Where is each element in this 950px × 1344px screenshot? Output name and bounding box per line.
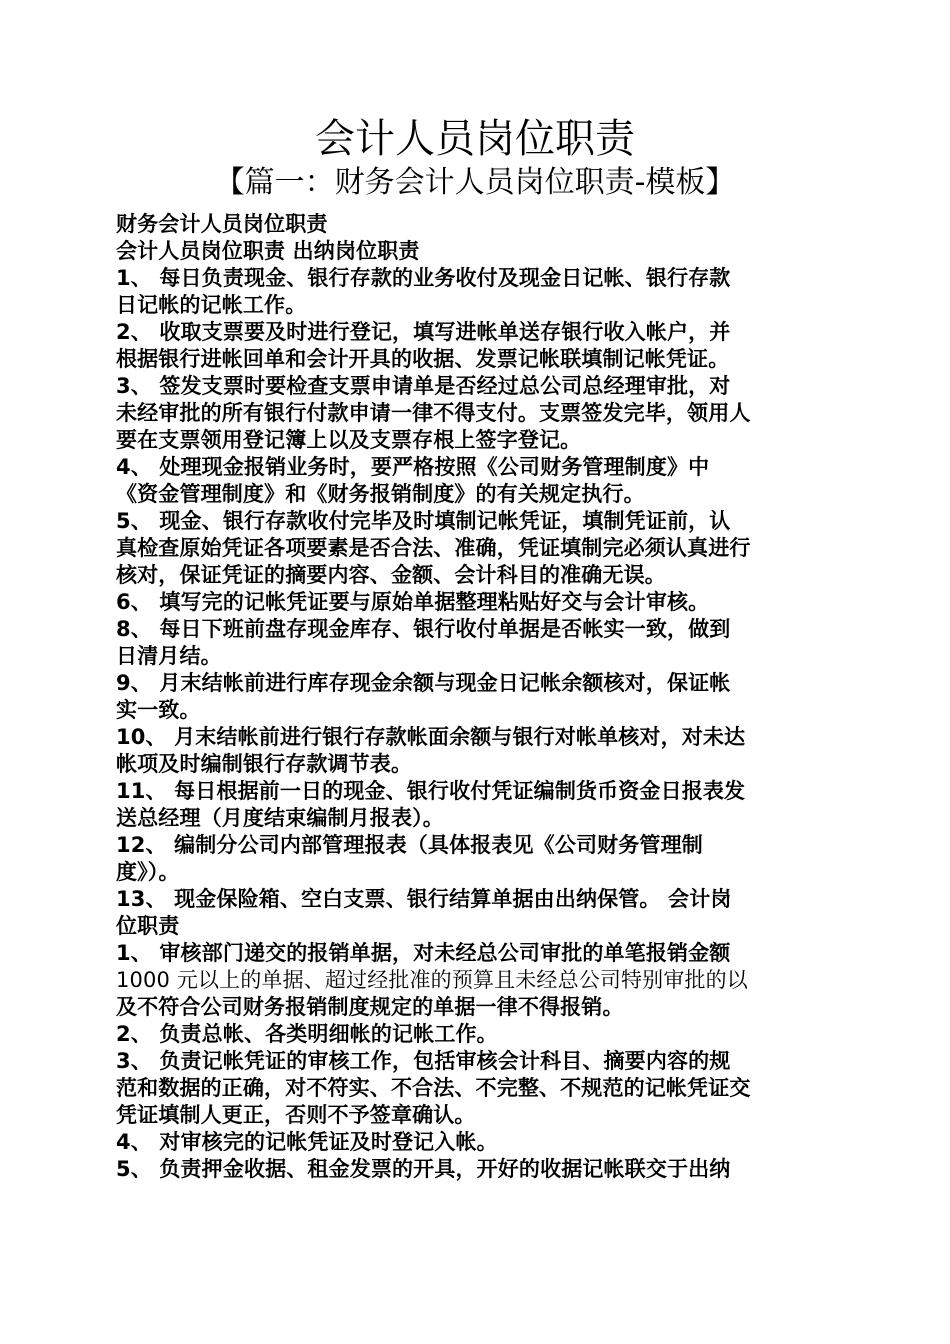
- body-line: 6、 填写完的记帐凭证要与原始单据整理粘贴好交与会计审核。: [116, 590, 710, 614]
- body-line: 10、 月末结帐前进行银行存款帐面余额与银行对帐单核对，对未达: [116, 725, 746, 749]
- body-line: 会计人员岗位职责 出纳岗位职责: [116, 239, 420, 263]
- body-line: 11、 每日根据前一日的现金、银行收付凭证编制货币资金日报表发: [116, 779, 746, 803]
- body-line: 未经审批的所有银行付款申请一律不得支付。支票签发完毕，领用人: [116, 401, 751, 425]
- document-subtitle: 【篇一：财务会计人员岗位职责-模板】: [214, 165, 736, 200]
- body-line: 日清月结。: [116, 644, 222, 668]
- body-line: 位职责: [116, 914, 180, 938]
- body-line: 9、 月末结帐前进行库存现金余额与现金日记帐余额核对，保证帐: [116, 671, 731, 695]
- body-line: 5、 现金、银行存款收付完毕及时填制记帐凭证，填制凭证前，认: [116, 509, 731, 533]
- body-line: 4、 对审核完的记帐凭证及时登记入帐。: [116, 1130, 498, 1154]
- body-line: 4、 处理现金报销业务时，要严格按照《公司财务管理制度》中: [116, 455, 710, 479]
- body-line: 5、 负责押金收据、租金发票的开具，开好的收据记帐联交于出纳: [116, 1157, 731, 1181]
- body-line: 13、 现金保险箱、空白支票、银行结算单据由出纳保管。 会计岗: [116, 887, 732, 911]
- body-line: 8、 每日下班前盘存现金库存、银行收付单据是否帐实一致，做到: [116, 617, 731, 641]
- body-line: 12、 编制分公司内部管理报表（具体报表见《公司财务管理制: [116, 833, 703, 857]
- body-line: 1、 每日负责现金、银行存款的业务收付及现金日记帐、银行存款: [116, 266, 731, 290]
- body-line: 核对，保证凭证的摘要内容、金额、会计科目的准确无误。: [116, 563, 666, 587]
- document-title: 会计人员岗位职责: [315, 116, 635, 162]
- body-line: 及不符合公司财务报销制度规定的单据一律不得报销。: [116, 995, 624, 1019]
- body-line: 《资金管理制度》和《财务报销制度》的有关规定执行。: [116, 482, 645, 506]
- body-line: 帐项及时编制银行存款调节表。: [116, 752, 413, 776]
- body-line: 1000 元以上的单据、超过经批准的预算且未经总公司特别审批的以: [116, 968, 748, 992]
- document-body: [116, 211, 846, 1183]
- body-line: 2、 收取支票要及时进行登记，填写进帐单送存银行收入帐户，并: [116, 320, 731, 344]
- body-line: 真检查原始凭证各项要素是否合法、准确，凭证填制完必须认真进行: [116, 536, 751, 560]
- body-line: 范和数据的正确，对不符实、不合法、不完整、不规范的记帐凭证交: [116, 1076, 751, 1100]
- body-line: 送总经理（月度结束编制月报表）。: [116, 806, 444, 830]
- body-line: 度》）。: [116, 860, 180, 884]
- body-line: 财务会计人员岗位职责: [116, 212, 328, 236]
- body-line: 2、 负责总帐、各类明细帐的记帐工作。: [116, 1022, 498, 1046]
- body-line: 要在支票领用登记簿上以及支票存根上签字登记。: [116, 428, 582, 452]
- body-line: 3、 签发支票时要检查支票申请单是否经过总公司总经理审批，对: [116, 374, 731, 398]
- body-line: 1、 审核部门递交的报销单据，对未经总公司审批的单笔报销金额: [116, 941, 731, 965]
- body-line: 3、 负责记帐凭证的审核工作，包括审核会计科目、摘要内容的规: [116, 1049, 731, 1073]
- body-line: 凭证填制人更正，否则不予签章确认。: [116, 1103, 476, 1127]
- body-line: 实一致。: [116, 698, 201, 722]
- body-line: 根据银行进帐回单和会计开具的收据、发票记帐联填制记帐凭证。: [116, 347, 730, 371]
- body-line: 日记帐的记帐工作。: [116, 293, 307, 317]
